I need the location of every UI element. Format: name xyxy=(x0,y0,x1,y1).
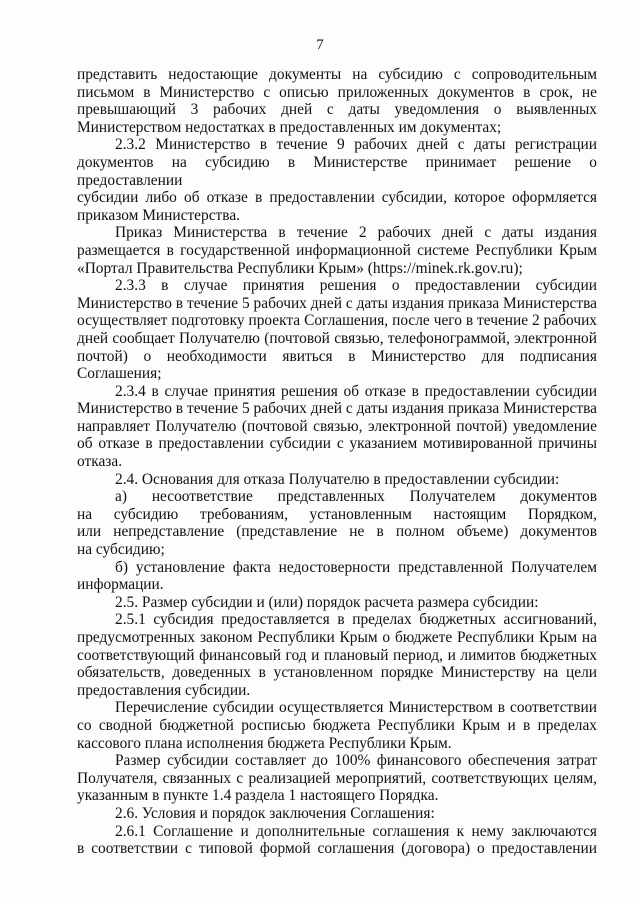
paragraph-line: а) несоответствие представленных Получателем документов xyxy=(115,488,597,506)
paragraph-line: дней сообщает Получателю (почтовой связью, телефонограммой, электронной xyxy=(77,329,597,347)
paragraph-line: 2.3.2 Министерство в течение 9 рабочих дней с даты регистрации xyxy=(115,136,597,154)
paragraph-line: 2.5.1 субсидия предоставляется в пределах бюджетных ассигнований, xyxy=(115,611,597,629)
paragraph xyxy=(77,805,597,823)
paragraph xyxy=(77,136,597,224)
document-body xyxy=(77,66,597,858)
paragraph-line: отказа. xyxy=(77,453,123,471)
paragraph-line: информации. xyxy=(77,576,164,594)
paragraph-line: Приказ Министерства в течение 2 рабочих дней с даты издания xyxy=(115,224,597,242)
paragraph-line: б) установление факта недостоверности представленной Получателем xyxy=(115,558,597,576)
paragraph-line: субсидии либо об отказе в предоставлении субсидии, которое оформляется xyxy=(77,189,597,207)
paragraph-line: размещается в государственной информационной системе Республики Крым xyxy=(77,241,597,259)
paragraph xyxy=(77,699,597,752)
paragraph-line: Министерство в течение 5 рабочих дней с даты издания приказа Министерства xyxy=(77,400,597,418)
paragraph xyxy=(77,611,597,699)
paragraph-line: представить недостающие документы на субсидию с сопроводительным xyxy=(77,66,597,83)
page-number: 7 xyxy=(316,37,324,53)
paragraph xyxy=(77,471,597,489)
paragraph-line: или непредставление (представление не в полном объеме) документов xyxy=(77,523,597,541)
paragraph-line: предоставления субсидии. xyxy=(77,681,251,699)
paragraph-line: 2.5. Размер субсидии и (или) порядок расчета размера субсидии: xyxy=(115,593,539,611)
paragraph-line: предусмотренных законом Республики Крым о бюджете Республики Крым на xyxy=(77,629,597,646)
paragraph-line: в соответствии с типовой формой соглашения (договора) о предоставлении xyxy=(77,840,597,858)
paragraph xyxy=(77,594,597,612)
paragraph-line: 2.3.3 в случае принятия решения о предоставлении субсидии xyxy=(115,277,597,295)
paragraph-line: кассового плана исполнения бюджета Республики Крым. xyxy=(77,734,452,752)
paragraph-line: указанным в пункте 1.4 раздела 1 настоящего Порядка. xyxy=(77,787,439,805)
paragraph-line: соответствующий финансовый год и плановый период, и лимитов бюджетных xyxy=(77,646,597,664)
paragraph-line: обязательств, доведенных в установленном порядке Министерству на цели xyxy=(77,664,597,682)
paragraph-line: об отказе в предоставлении субсидии с указанием мотивированной причины xyxy=(77,435,597,453)
paragraph-line: на субсидию; xyxy=(77,541,165,559)
paragraph-line: со сводной бюджетной росписью бюджета Республики Крым и в пределах xyxy=(77,716,597,734)
paragraph-line: осуществляет подготовку проекта Соглашения, после чего в течение 2 рабочих xyxy=(77,312,597,330)
paragraph-line: «Портал Правительства Республики Крым» (https://minek.rk.gov.ru); xyxy=(77,259,523,277)
paragraph-line: направляет Получателю (почтовой связью, электронной почтой) уведомление xyxy=(77,417,597,435)
paragraph xyxy=(77,277,597,383)
paragraph-line: 2.3.4 в случае принятия решения об отказе в предоставлении субсидии xyxy=(115,382,597,400)
paragraph-line: 2.6.1 Соглашение и дополнительные соглашения к нему заключаются xyxy=(115,822,597,840)
paragraph-line: превышающий 3 рабочих дней с даты уведомления о выявленных xyxy=(77,101,597,119)
paragraph-line: документов на субсидию в Министерстве принимает решение о предоставлении xyxy=(77,153,597,189)
paragraph-line: приказом Министерства. xyxy=(77,206,240,224)
paragraph-line: 2.6. Условия и порядок заключения Соглашения: xyxy=(115,804,435,822)
paragraph-line: Министерством недостатках в предоставленных им документах; xyxy=(77,118,502,136)
paragraph-line: на субсидию требованиям, установленным настоящим Порядком, xyxy=(77,505,597,523)
paragraph xyxy=(77,224,597,277)
paragraph xyxy=(77,66,597,136)
paragraph-line: 2.4. Основания для отказа Получателю в предоставлении субсидии: xyxy=(115,470,560,488)
paragraph-line: Получателя, связанных с реализацией мероприятий, соответствующих целям, xyxy=(77,769,597,787)
paragraph xyxy=(77,488,597,558)
paragraph-line: Министерство в течение 5 рабочих дней с даты издания приказа Министерства xyxy=(77,294,597,312)
paragraph-line: почтой) о необходимости явиться в Министерство для подписания Соглашения; xyxy=(77,347,597,383)
paragraph-line: Размер субсидии составляет до 100% финансового обеспечения затрат xyxy=(115,752,597,770)
paragraph xyxy=(77,823,597,858)
paragraph-line: письмом в Министерство с описью приложенных документов в срок, не xyxy=(77,83,597,101)
paragraph xyxy=(77,383,597,471)
paragraph-line: Перечисление субсидии осуществляется Министерством в соответствии xyxy=(115,699,597,717)
paragraph xyxy=(77,559,597,594)
paragraph xyxy=(77,752,597,805)
